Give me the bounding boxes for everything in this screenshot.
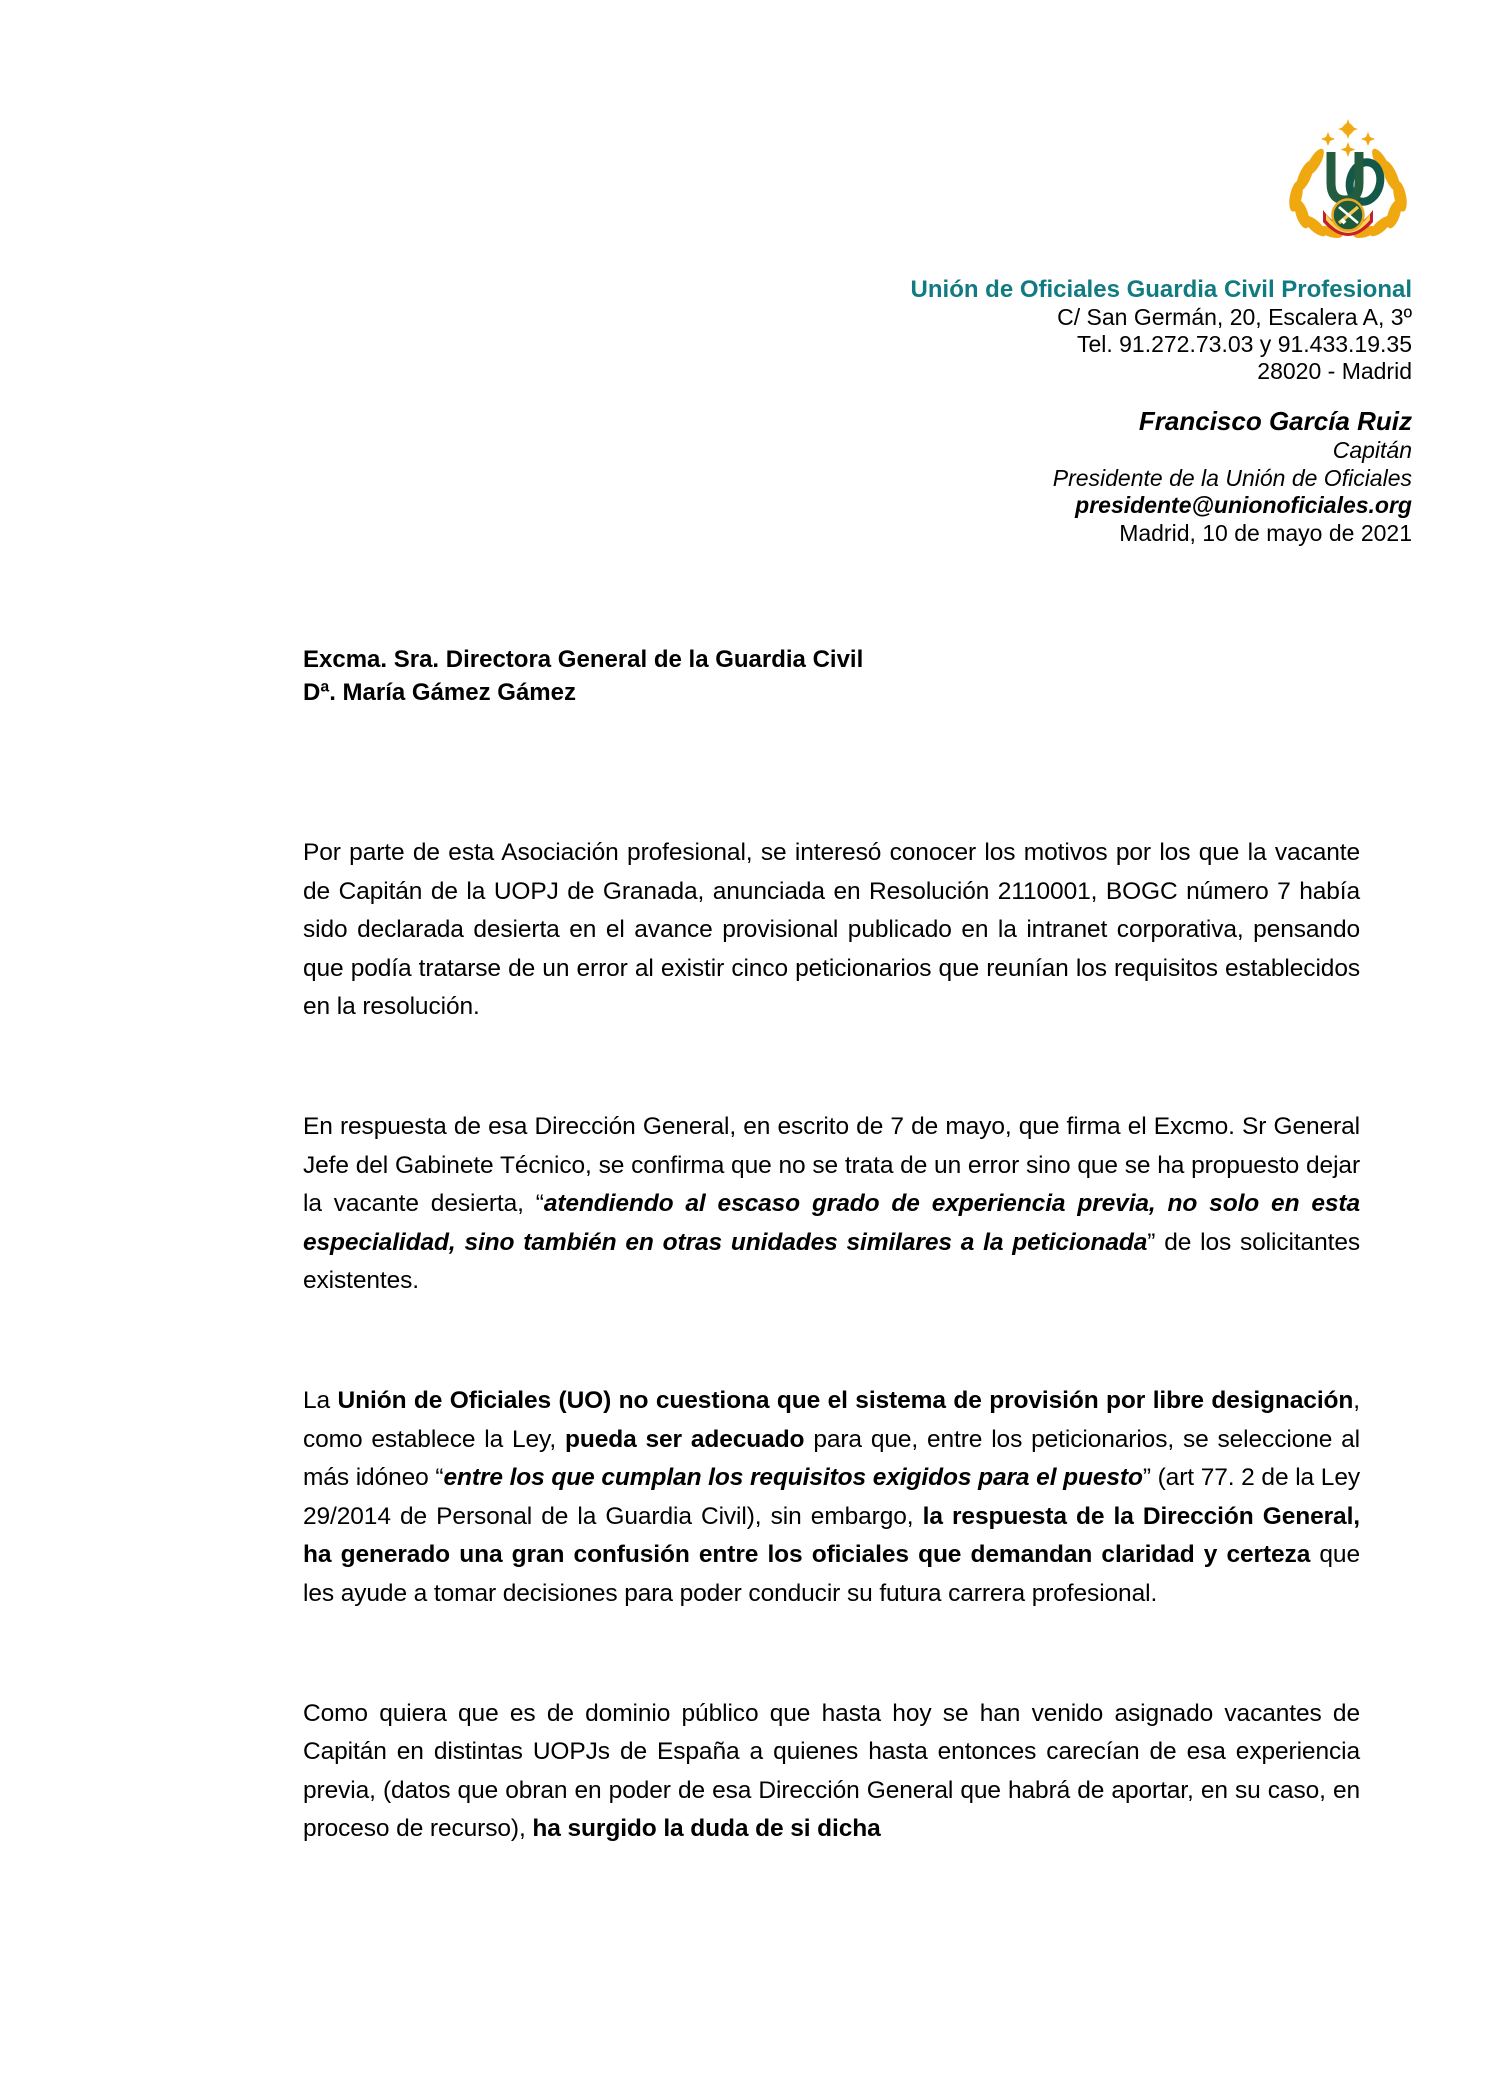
logo-stars	[1321, 119, 1375, 157]
org-header-block	[911, 276, 1412, 385]
letter-paragraphs	[303, 834, 1360, 1930]
sender-email: presidente@unionoficiales.org	[1075, 492, 1412, 518]
recipient-line-1: Excma. Sra. Directora General de la Guardia Civil	[303, 646, 864, 673]
logo-badge	[1333, 200, 1364, 231]
paragraph-1: Por parte de esta Asociación profesional, se interesó conocer los motivos por los que la vacante de Capitán de la UOPJ de Granada, anunciada en Resolución 2110001, BOGC número 7 había sido declarada desierta en el avance provisional publicado en la intranet corporativa, pensando que podía tratarse de un error al existir cinco peticionarios que reunían los requisitos establecidos en la resolución.	[303, 839, 1360, 1021]
org-city-line: 28020 - Madrid	[1257, 358, 1412, 384]
sender-name: Francisco García Ruiz	[1138, 406, 1412, 436]
sender-rank: Capitán	[1332, 437, 1412, 463]
sender-title: Presidente de la Unión de Oficiales	[1052, 464, 1412, 491]
org-name: Unión de Oficiales Guardia Civil Profesional	[910, 276, 1412, 303]
letter-date: Madrid, 10 de mayo de 2021	[1119, 519, 1412, 546]
paragraph-2: En respuesta de esa Dirección General, en escrito de 7 de mayo, que firma el Excmo. Sr General Jefe del Gabinete Técnico, se confirma que no se trata de un error sino que se ha propuesto dejar la vacante desierta, “atendiendo al escaso grado de experiencia previa, no solo en esta especialidad, sino también en otras unidades similares a la peticionada” de los solicitantes existentes.	[303, 1112, 1360, 1295]
sender-block	[1053, 406, 1412, 547]
paragraph-4: Como quiera que es de dominio público que hasta hoy se han venido asignado vacantes de Capitán en distintas UOPJs de España a quienes hasta entonces carecían de esa experiencia previa, (datos que obran en poder de esa Dirección General que habrá de aportar, en su caso, en proceso de recurso), ha surgido la duda de si dicha	[303, 1699, 1360, 1843]
org-address-line-1: C/ San Germán, 20, Escalera A, 3º	[1057, 304, 1412, 330]
org-phone-line: Tel. 91.272.73.03 y 91.433.19.35	[1076, 331, 1412, 357]
paragraph-3: La Unión de Oficiales (UO) no cuestiona que el sistema de provisión por libre designación, como establece la Ley, pueda ser adecuado para que, entre los peticionarios, se seleccione al más idóneo “entre los que cumplan los requisitos exigidos para el puesto” (art 77. 2 de la Ley 29/2014 de Personal de la Guardia Civil), sin embargo, la respuesta de la Dirección General, ha generado una gran confusión entre los oficiales que demandan claridad y certeza que les ayude a tomar decisiones para poder conducir su futura carrera profesional.	[303, 1386, 1361, 1607]
uo-emblem-icon	[1281, 118, 1415, 244]
org-logo	[1281, 118, 1415, 244]
recipient-block	[303, 644, 863, 709]
recipient-line-2: Dª. María Gámez Gámez	[303, 678, 576, 706]
